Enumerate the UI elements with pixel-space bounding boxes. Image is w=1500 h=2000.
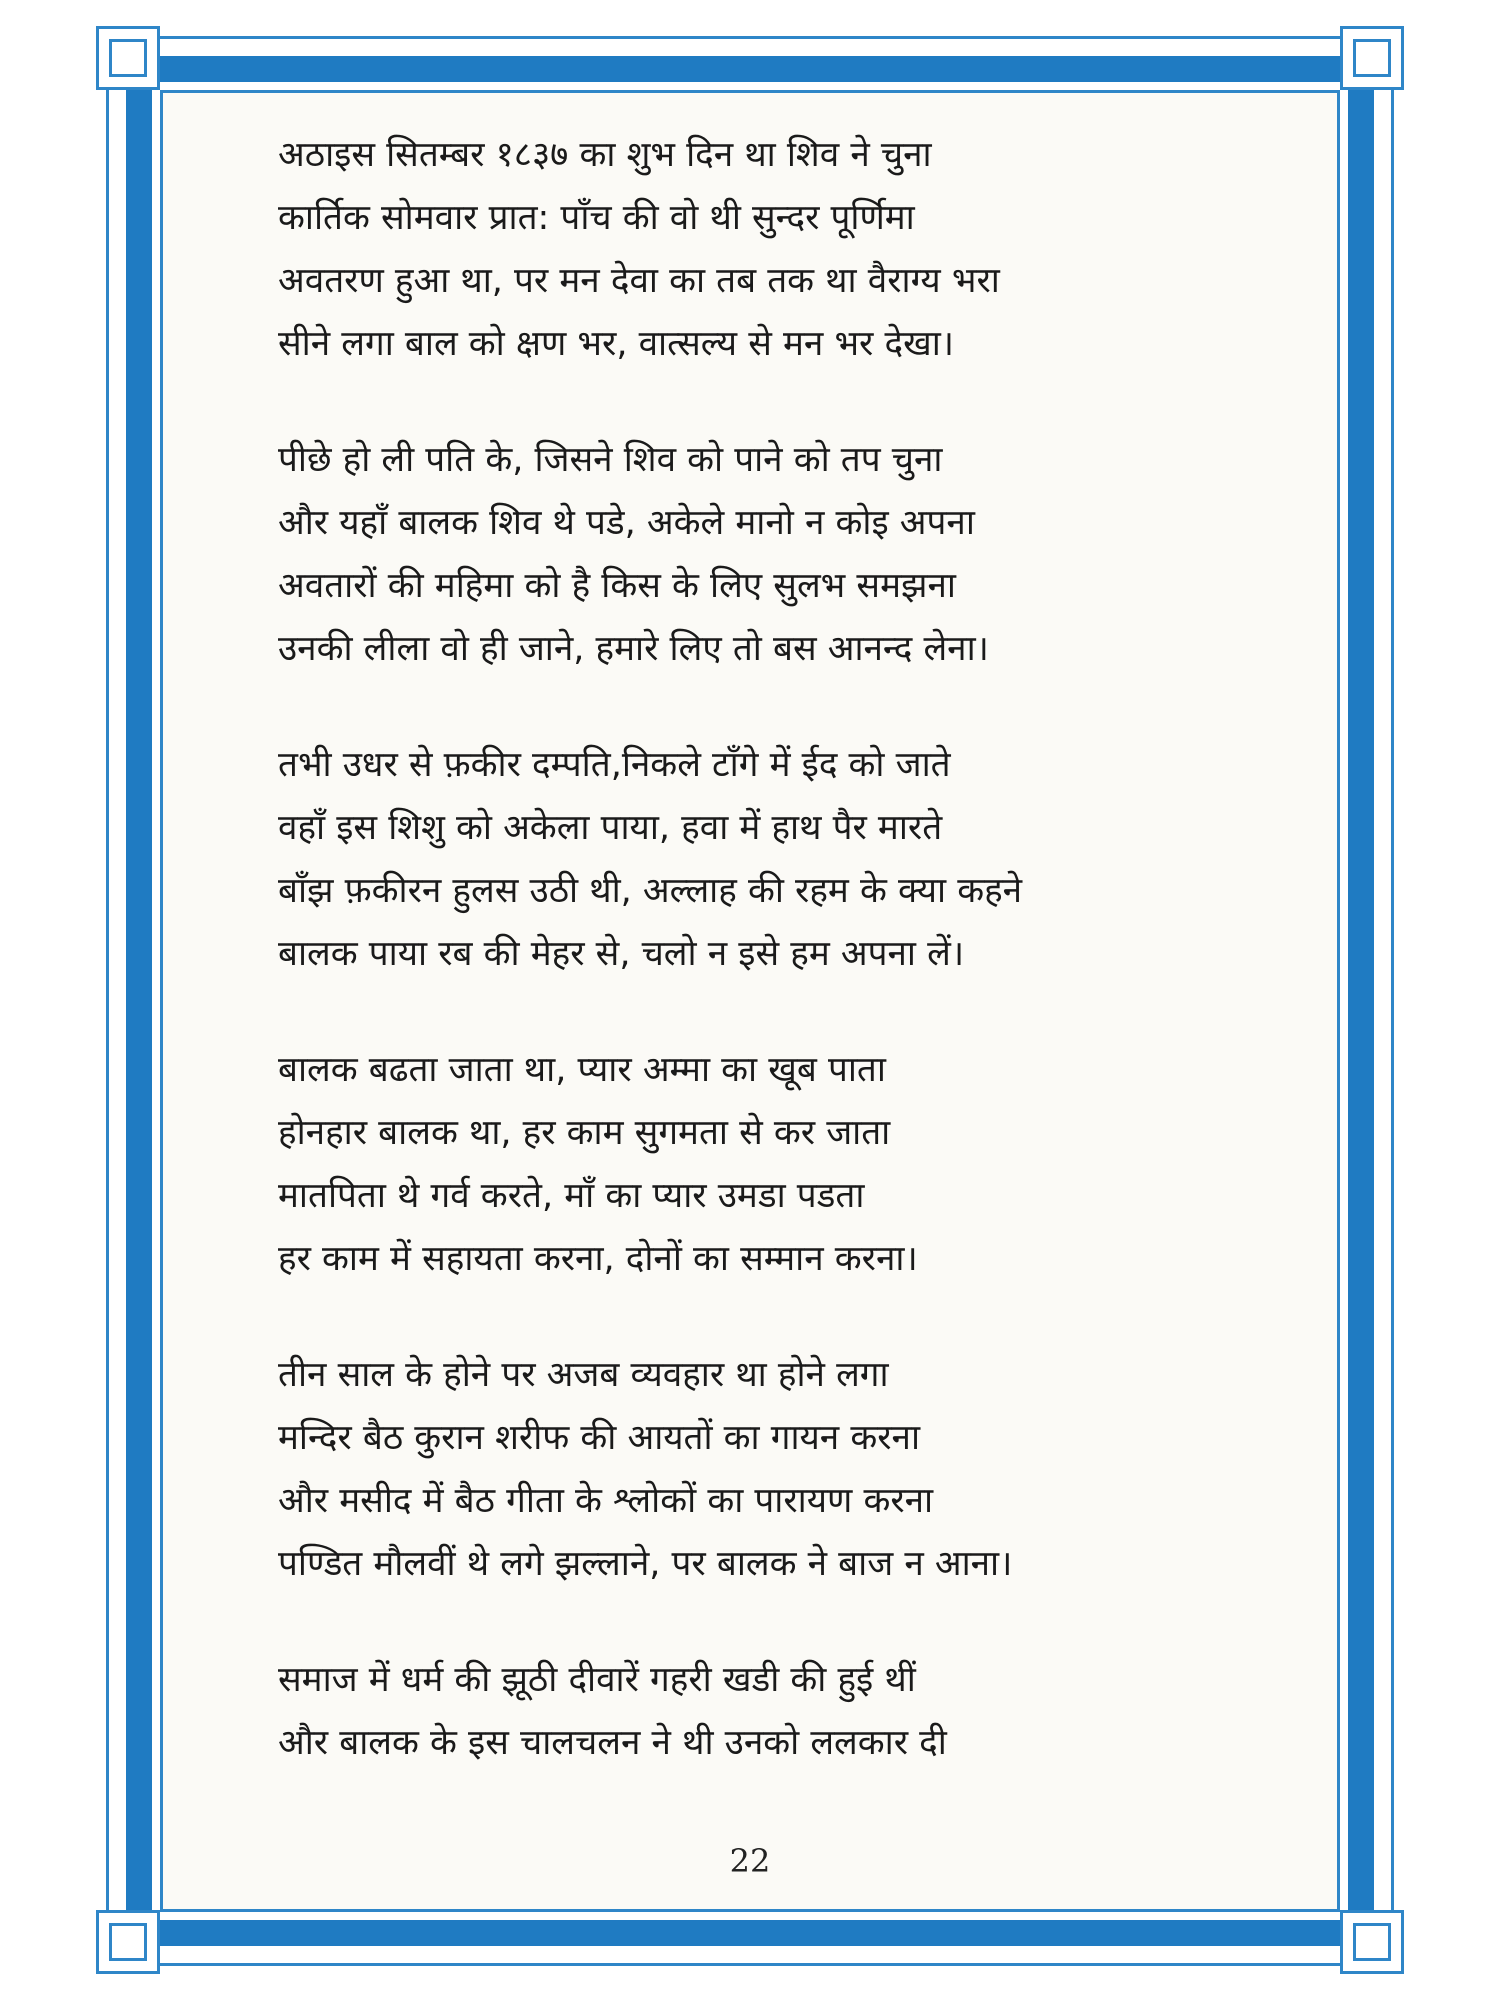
stanza-5 bbox=[278, 1344, 1238, 1596]
poem-line: उनकी लीला वो ही जाने, हमारे लिए तो बस आनन्द लेना। bbox=[278, 629, 989, 669]
poem-line: अवतारों की महिमा को है किस के लिए सुलभ समझना bbox=[278, 566, 956, 606]
poem-line: और बालक के इस चालचलन ने थी उनको ललकार दी bbox=[278, 1723, 947, 1763]
stanza-1 bbox=[278, 124, 1238, 376]
poem-line: होनहार बालक था, हर काम सुगमता से कर जाता bbox=[278, 1113, 891, 1153]
poem-line: और मसीद में बैठ गीता के श्लोकों का पारायण करना bbox=[278, 1481, 934, 1521]
poem-line: मातपिता थे गर्व करते, माँ का प्यार उमडा पडता bbox=[278, 1176, 865, 1216]
stanza-2 bbox=[278, 429, 1238, 681]
corner-ornament-top-left bbox=[96, 26, 160, 90]
poem-line: अठाइस सितम्बर १८३७ का शुभ दिन था शिव ने चुना bbox=[278, 135, 932, 175]
poem-line: बाँझ फ़कीरन हुलस उठी थी, अल्लाह की रहम के क्या कहने bbox=[278, 871, 1023, 911]
poem-line: बालक बढता जाता था, प्यार अम्मा का खूब पाता bbox=[278, 1050, 886, 1090]
poem-line: बालक पाया रब की मेहर से, चलो न इसे हम अपना लें। bbox=[278, 934, 965, 974]
poem-line: मन्दिर बैठ कुरान शरीफ की आयतों का गायन करना bbox=[278, 1418, 921, 1458]
poem-line: तभी उधर से फ़कीर दम्पति,निकले टाँगे में ईद को जाते bbox=[278, 745, 951, 785]
poem bbox=[278, 124, 1238, 1828]
poem-line: हर काम में सहायता करना, दोनों का सम्मान करना। bbox=[278, 1239, 918, 1279]
poem-line: वहाँ इस शिशु को अकेला पाया, हवा में हाथ पैर मारते bbox=[278, 808, 943, 848]
poem-line: पण्डित मौलवीं थे लगे झल्लाने, पर बालक ने बाज न आना। bbox=[278, 1544, 1013, 1584]
poem-line: कार्तिक सोमवार प्रात: पाँच की वो थी सुन्दर पूर्णिमा bbox=[278, 198, 915, 238]
stanza-3 bbox=[278, 734, 1238, 986]
corner-ornament-bottom-right bbox=[1340, 1910, 1404, 1974]
corner-ornament-top-right bbox=[1340, 26, 1404, 90]
poem-line: अवतरण हुआ था, पर मन देवा का तब तक था वैराग्य भरा bbox=[278, 261, 1000, 301]
poem-line: पीछे हो ली पति के, जिसने शिव को पाने को तप चुना bbox=[278, 440, 943, 480]
poem-line: तीन साल के होने पर अजब व्यवहार था होने लगा bbox=[278, 1355, 889, 1395]
corner-ornament-bottom-left bbox=[96, 1910, 160, 1974]
poem-line: और यहाँ बालक शिव थे पडे, अकेले मानो न कोइ अपना bbox=[278, 503, 975, 543]
poem-line: सीने लगा बाल को क्षण भर, वात्सल्य से मन भर देखा। bbox=[278, 324, 955, 364]
page-number: 22 bbox=[729, 1842, 771, 1880]
stanza-4 bbox=[278, 1039, 1238, 1291]
poem-line: समाज में धर्म की झूठी दीवारें गहरी खडी की हुई थीं bbox=[278, 1660, 916, 1700]
stanza-6 bbox=[278, 1649, 1238, 1775]
